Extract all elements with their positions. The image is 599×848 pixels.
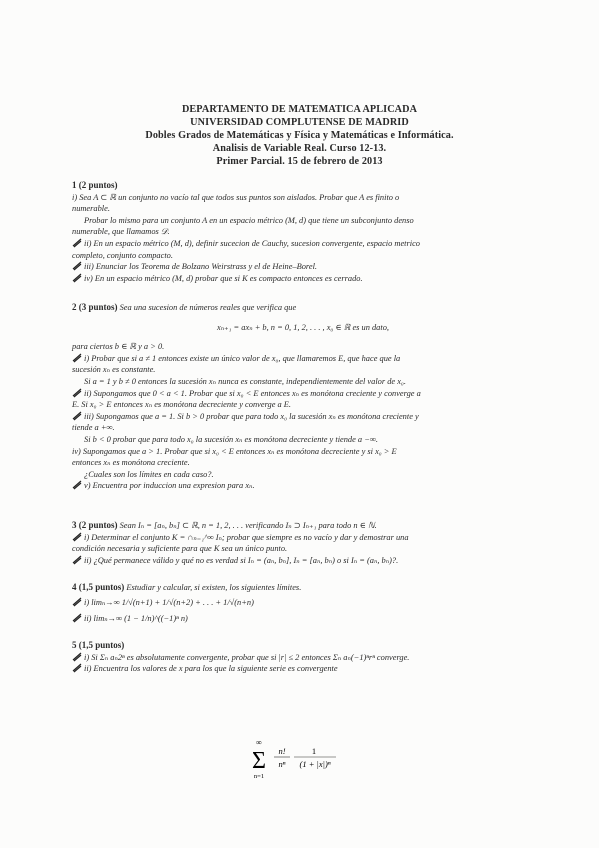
q3-title: 3 (2 puntos): [72, 520, 118, 530]
q1-iii-line: iii) Enunciar los Teorema de Bolzano Weirstrass y el de Heine–Borel.: [72, 261, 534, 273]
q2-iii-line: tiende a +∞.: [72, 423, 115, 433]
q2-i-line: sucesión xₙ es constante.: [72, 365, 156, 375]
header-degrees: Dobles Grados de Matemáticas y Física y Matemáticas e Informática.: [145, 130, 454, 141]
header: [0, 103, 599, 168]
check-mark-icon: [72, 652, 82, 661]
q2-i-line: Si a = 1 y b ≠ 0 entonces la sucesión xₙ nunca es constante, independientemente del valor de x₀.: [84, 376, 406, 386]
check-mark-icon: [72, 388, 82, 397]
q4-ii-line: ii) limₙ→∞ (1 − 1/n)^((−1)ⁿ n): [72, 613, 534, 625]
q2-v-line: v) Encuentra por induccion una expresion para xₙ.: [72, 480, 534, 492]
q2-iii-line: Si b < 0 probar que para todo x₀ la sucesión xₙ es monótona decreciente y tiende a −∞.: [84, 434, 378, 444]
header-exam-date: Primer Parcial. 15 de febrero de 2013: [216, 156, 383, 167]
check-mark-icon: [72, 273, 82, 282]
q3-ii-line: ii) ¿Qué permanece válido y qué no es verdad si Iₙ = (aₙ, bₙ], Iₙ = [aₙ, bₙ) o si Iₙ = (aₙ, bₙ)?.: [72, 555, 534, 567]
q2-ii-line: ii) Supongamos que 0 < a < 1. Probar que si x₀ < E entonces xₙ es monótona creciente y converge a: [72, 388, 534, 400]
q2-i-line: i) Probar que si a ≠ 1 entonces existe un único valor de x₀, que llamaremos E, que hace que la: [72, 353, 534, 365]
q2-iv-line: entonces xₙ es monótona creciente.: [72, 458, 190, 468]
q1-i-line: Probar lo mismo para un conjunto A en un espacio métrico (M, d) que tiene un subconjunto denso: [84, 215, 414, 225]
q1-i-line: i) Sea A ⊂ ℝ un conjunto no vacío tal que todos sus puntos son aislados. Probar que A es finito o: [72, 192, 400, 202]
q2-iii-line: iii) Supongamos que a = 1. Si b > 0 probar que para todo x₀ la sucesión xₙ es monótona creciente y: [72, 411, 534, 423]
check-mark-icon: [72, 261, 82, 270]
check-mark-icon: [72, 597, 82, 606]
question-4: [72, 582, 534, 625]
q1-i-line: numerable, que llamamos 𝒟.: [72, 227, 170, 237]
header-university: UNIVERSIDAD COMPLUTENSE DE MADRID: [190, 117, 409, 128]
q1-ii-line: ii) En un espacio métrico (M, d), definir sucecion de Cauchy, sucesion convergente, espacio metrico: [72, 238, 534, 250]
check-mark-icon: [72, 480, 82, 489]
check-mark-icon: [72, 238, 82, 247]
header-department: DEPARTAMENTO DE MATEMATICA APLICADA: [181, 104, 418, 115]
q5-ii-line: ii) Encuentra los valores de x para los que la siguiente serie es convergente: [72, 663, 534, 675]
check-mark-icon: [72, 411, 82, 420]
q5-title: 5 (1,5 puntos): [72, 640, 125, 650]
sum-upper-limit: ∞: [256, 738, 262, 747]
q3-i-line: condición necesaria y suficiente para que K sea un único punto.: [72, 544, 288, 554]
question-5: [72, 640, 534, 675]
frac1-numerator: n!: [278, 746, 286, 756]
q2-iv-line: iv) Supongamos que a > 1. Probar que si x₀ < E entonces xₙ es monótona decreciente y si x₀ > E: [72, 446, 397, 456]
check-mark-icon: [72, 555, 82, 564]
check-mark-icon: [72, 613, 82, 622]
header-course: Analisis de Variable Real. Curso 12-13.: [212, 143, 387, 154]
q1-iv-line: iv) En un espacio métrico (M, d) probar que si K es compacto entonces es cerrado.: [72, 273, 534, 285]
q2-title: 2 (3 puntos): [72, 302, 118, 312]
q2-intro: Sea una sucesion de números reales que verifica que: [119, 303, 297, 312]
q3-i-line: i) Determinar el conjunto K = ∩ₙ₌₁^∞ Iₙ; probar que siempre es no vacío y dar y demostrar una: [72, 532, 534, 544]
frac2-denominator: (1 + |x|)ⁿ: [299, 759, 331, 769]
check-mark-icon: [72, 353, 82, 362]
q3-intro: Sean Iₙ = [aₙ, bₙ] ⊂ ℝ, n = 1, 2, . . . verificando Iₙ ⊃ Iₙ₊₁ para todo n ∈ ℕ.: [119, 521, 377, 530]
q2-ii-line: E. Si x₀ > E entonces xₙ es monótona decreciente y converge a E.: [72, 400, 292, 410]
frac2-numerator: 1: [311, 746, 317, 756]
q2-equation: xₙ₊₁ = axₙ + b, n = 0, 1, 2, . . . , x₀ ∈ ℝ es un dato,: [217, 322, 389, 332]
q2-condition: para ciertos b ∈ ℝ y a > 0.: [72, 342, 165, 352]
question-1: [72, 180, 534, 284]
q5-i-line: i) Si Σₙ aₙ2ⁿ es absolutamente convergente, probar que si |r| ≤ 2 entonces Σₙ aₙ(−1)ⁿrⁿ converge.: [72, 652, 534, 664]
q1-i-line: numerable.: [72, 204, 110, 214]
check-mark-icon: [72, 532, 82, 541]
series-formula: [250, 736, 350, 796]
q1-ii-line: completo, conjunto compacto.: [72, 250, 173, 260]
sum-symbol: Σ: [252, 748, 266, 774]
question-2: [72, 302, 534, 492]
sum-lower-limit: n=1: [253, 773, 265, 780]
question-3: [72, 520, 534, 566]
check-mark-icon: [72, 663, 82, 672]
q1-title: 1 (2 puntos): [72, 180, 118, 190]
q4-i-line: i) limₙ→∞ 1/√(n+1) + 1/√(n+2) + . . . + 1/√(n+n): [72, 597, 534, 609]
q4-title: 4 (1,5 puntos): [72, 582, 125, 592]
frac1-denominator: nⁿ: [278, 759, 286, 769]
q4-intro: Estudiar y calcular, si existen, los siguientes límites.: [126, 583, 302, 592]
q2-iv-line: ¿Cuales son los límites en cada caso?.: [84, 469, 214, 479]
